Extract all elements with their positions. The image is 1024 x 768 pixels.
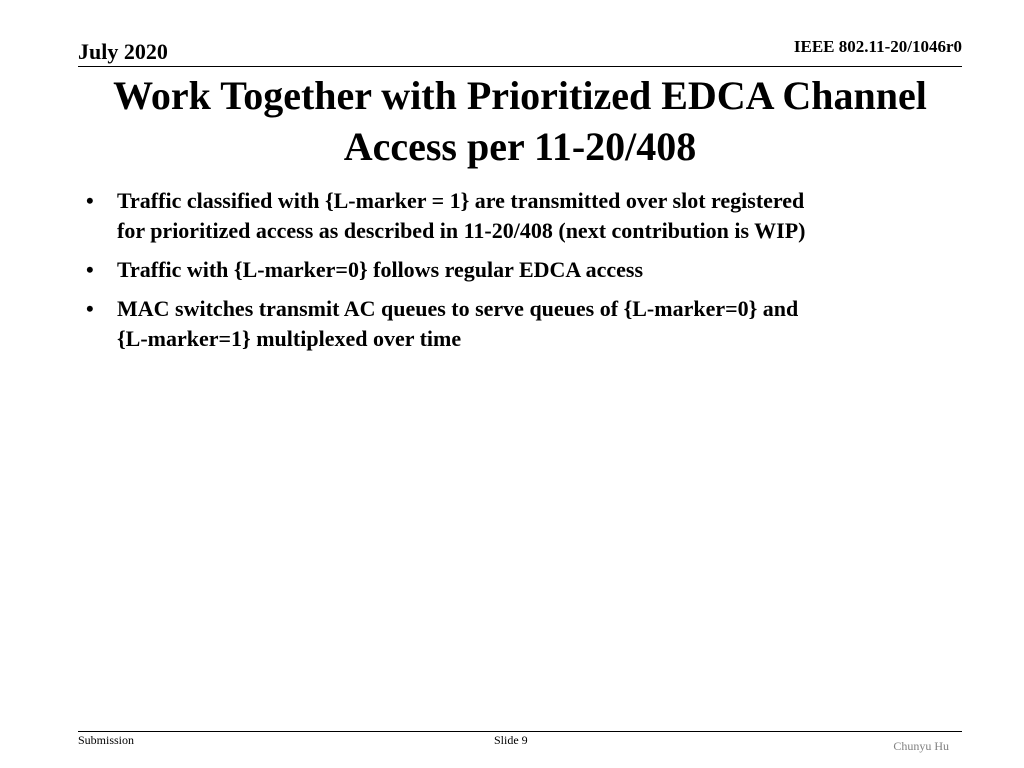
bullet-marker: • — [86, 296, 94, 321]
bullet-item — [86, 294, 946, 354]
bullet-text-line: for prioritized access as described in 11-20/408 (next contribution is WIP) — [117, 218, 806, 243]
bullet-list — [86, 186, 946, 363]
bullet-text-line: MAC switches transmit AC queues to serve queues of {L-marker=0} and — [117, 296, 799, 321]
bullet-text-line: {L-marker=1} multiplexed over time — [117, 326, 462, 351]
footer-submission: Submission — [78, 733, 135, 747]
slide-title — [60, 70, 980, 172]
slide-title-line-2: Access per 11-20/408 — [343, 124, 697, 169]
bullet-item — [86, 186, 946, 246]
bullet-marker: • — [86, 257, 94, 282]
bullet-text-line: Traffic classified with {L-marker = 1} are transmitted over slot registered — [117, 188, 805, 213]
footer-author: Chunyu Hu — [893, 739, 949, 753]
bullet-item — [86, 255, 946, 285]
footer-divider — [78, 731, 962, 732]
document-number: IEEE 802.11-20/1046r0 — [793, 37, 962, 56]
header-divider — [78, 66, 962, 67]
slide-number: Slide 9 — [494, 733, 528, 747]
bullet-text-line: Traffic with {L-marker=0} follows regular EDCA access — [117, 257, 644, 282]
slide-title-line-1: Work Together with Prioritized EDCA Channel — [113, 73, 927, 118]
header-date: July 2020 — [78, 39, 168, 64]
bullet-marker: • — [86, 188, 94, 213]
